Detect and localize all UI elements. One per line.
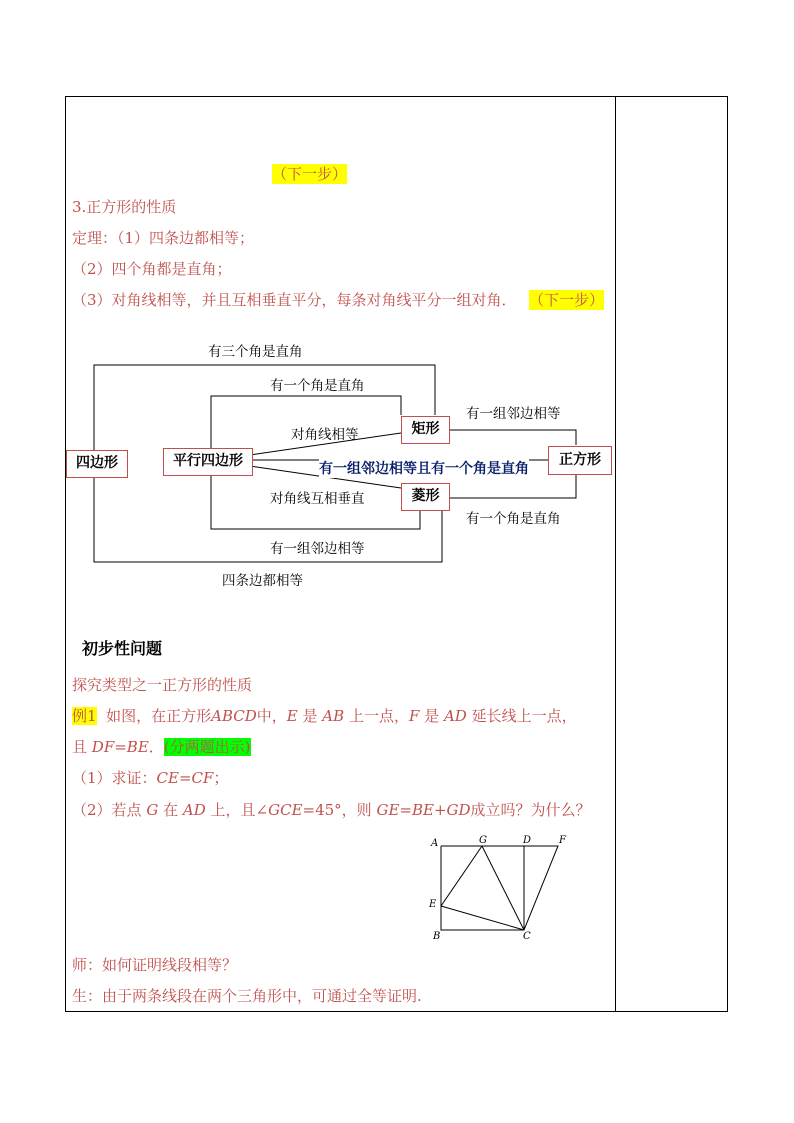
text: （1）求证：: [72, 769, 157, 787]
point-d: D: [523, 835, 532, 846]
label-four-equal-sides: 四条边都相等: [222, 573, 303, 589]
text: （2）若点: [72, 801, 142, 819]
node-parallelogram: 平行四边形: [163, 448, 253, 476]
student-line: 生：由于两条线段在两个三角形中，可通过全等证明.: [72, 987, 422, 1005]
math-g: G: [146, 801, 159, 819]
label-center-condition: 有一组邻边相等且有一个角是直角: [319, 458, 529, 478]
figure-outline: [441, 846, 558, 930]
node-rhombus: 菱形: [401, 483, 450, 511]
text: 成立吗？为什么？: [470, 801, 591, 819]
point-b: B: [433, 931, 441, 942]
text: 是: [424, 707, 440, 725]
theorem-item-3: （3）对角线相等，并且互相垂直平分，每条对角线平分一组对角．: [72, 291, 517, 309]
point-c: C: [523, 931, 531, 942]
math-e: E: [286, 707, 298, 725]
node-rectangle: 矩形: [401, 416, 450, 444]
point-a: A: [431, 838, 439, 849]
text: =45°，则: [302, 801, 372, 819]
text: 是: [302, 707, 318, 725]
text: 上，且∠: [210, 801, 269, 819]
point-f: F: [559, 835, 566, 846]
math-abcd: ABCD: [211, 707, 257, 725]
text: 如图，在正方形: [106, 707, 212, 725]
label-one-right-angle-top: 有一个角是直角: [270, 378, 365, 394]
text: ．: [148, 738, 164, 756]
label-three-right-angles: 有三个角是直角: [208, 344, 303, 360]
explore-type: 探究类型之一正方形的性质: [72, 676, 253, 694]
section-heading: 初步性问题: [82, 639, 163, 658]
point-g: G: [479, 835, 487, 846]
theorem-item-1: 定理：（1）四条边都相等；: [72, 229, 255, 247]
text: ；: [213, 769, 229, 787]
label-one-right-angle-bottom: 有一个角是直角: [466, 511, 561, 527]
math-ce-cf: CE=CF: [156, 769, 214, 787]
example-label: 例1: [72, 707, 97, 725]
next-step-tag: （下一步）: [272, 165, 348, 183]
text: 中，: [256, 707, 287, 725]
split-tag: (分两题出示): [163, 738, 251, 756]
text: 上一点，: [348, 707, 409, 725]
segment-gc: [482, 846, 524, 930]
math-ab: AB: [322, 707, 345, 725]
section-title: 3.正方形的性质: [72, 198, 177, 216]
text: 延长线上一点，: [471, 707, 577, 725]
next-step-tag-2: （下一步）: [529, 291, 605, 309]
math-gce: GCE: [268, 801, 303, 819]
label-adjacent-equal-top: 有一组邻边相等: [466, 406, 561, 422]
math-ad: AD: [443, 707, 467, 725]
label-adjacent-equal-bottom: 有一组邻边相等: [270, 541, 365, 557]
point-e: E: [429, 899, 437, 910]
teacher-line: 师：如何证明线段相等？: [72, 956, 238, 974]
math-f: F: [408, 707, 420, 725]
label-equal-diagonals: 对角线相等: [291, 427, 359, 443]
segment-ec: [441, 906, 524, 930]
math-df-be: DF=BE: [91, 738, 149, 756]
text: 且: [72, 738, 88, 756]
math-ge-be-gd: GE=BE+GD: [376, 801, 471, 819]
theorem-item-2: （2）四个角都是直角；: [72, 260, 232, 278]
node-square: 正方形: [548, 446, 612, 475]
text: 在: [163, 801, 179, 819]
node-quadrilateral: 四边形: [66, 450, 128, 478]
label-perp-diagonals: 对角线互相垂直: [270, 491, 365, 507]
math-ad: AD: [182, 801, 206, 819]
segment-eg: [441, 846, 482, 906]
